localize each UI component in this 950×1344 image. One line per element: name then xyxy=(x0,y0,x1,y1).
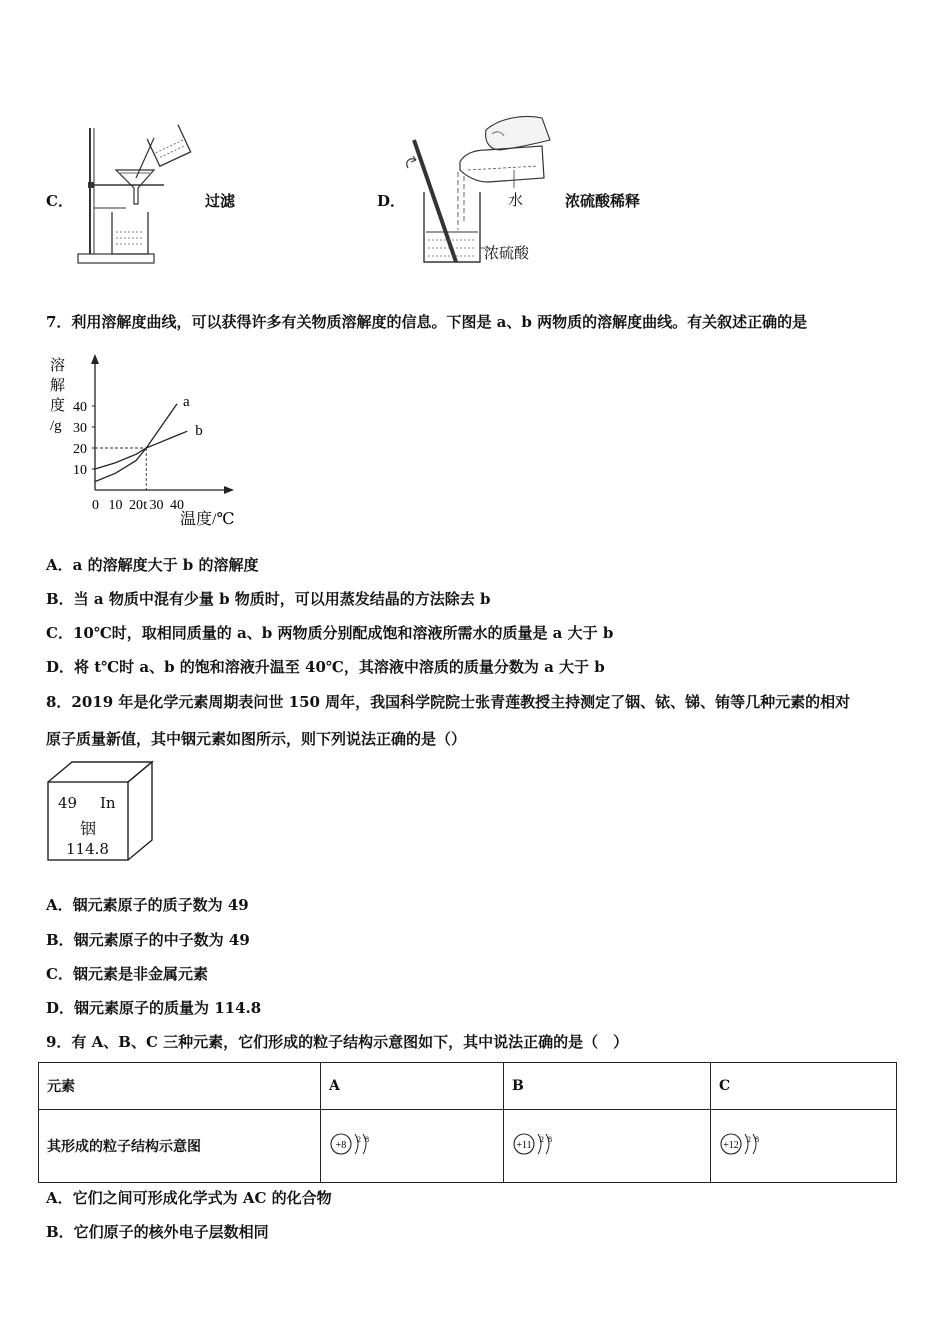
shell-electron-count: 8 xyxy=(755,1135,759,1144)
option-c-caption: 过滤 xyxy=(205,192,236,210)
filtration-apparatus-figure xyxy=(76,120,196,266)
series-line-a xyxy=(95,404,177,482)
water-label: 水 xyxy=(508,191,524,209)
diagram-cell-c xyxy=(711,1110,897,1183)
nucleus-charge: +12 xyxy=(723,1140,739,1151)
element-name: 铟 xyxy=(80,819,97,838)
y-axis-title-char: 度 xyxy=(50,398,66,414)
x-tick-label: 20 xyxy=(129,498,143,513)
element-atomic-number: 49 xyxy=(58,794,78,812)
q7-stem: 7．利用溶解度曲线，可以获得许多有关物质溶解度的信息。下图是 a、b 两物质的溶解度曲线。有关叙述正确的是 xyxy=(46,313,808,331)
q8-option-d[interactable]: D．铟元素原子的质量为 114.8 xyxy=(46,999,262,1017)
q7-option-d[interactable]: D．将 t℃时 a、b 的饱和溶液升温至 40℃，其溶液中溶质的质量分数为 a 大于 b xyxy=(46,658,605,676)
table-header-element: 元素 xyxy=(39,1063,321,1110)
table-header-c: C xyxy=(711,1063,897,1110)
x-axis-title: 温度/℃ xyxy=(180,511,235,528)
y-tick-label: 10 xyxy=(73,463,87,478)
shell-electron-count: 2 xyxy=(747,1135,751,1144)
option-c-label: C． xyxy=(46,192,73,210)
x-tick-label: 30 xyxy=(149,498,164,513)
shell-electron-count: 8 xyxy=(365,1135,369,1144)
y-tick-label: 30 xyxy=(73,421,87,436)
table-header-b: B xyxy=(504,1063,711,1110)
x-tick-label: 40 xyxy=(170,498,184,513)
x-axis-arrow xyxy=(224,486,234,494)
shell-electron-count: 2 xyxy=(357,1135,361,1144)
acid-label: 浓硫酸 xyxy=(484,244,530,262)
element-mass: 114.8 xyxy=(66,840,109,858)
q7-option-a[interactable]: A．a 的溶解度大于 b 的溶解度 xyxy=(46,556,259,574)
series-label-a: a xyxy=(183,393,190,410)
diagram-cell-a xyxy=(321,1110,504,1183)
q9-stem: 9．有 A、B、C 三种元素，它们形成的粒子结构示意图如下，其中说法正确的是（ ） xyxy=(46,1033,629,1051)
q8-stem-line2: 原子质量新值，其中铟元素如图所示，则下列说法正确的是（） xyxy=(46,730,467,748)
q8-option-b[interactable]: B．铟元素原子的中子数为 49 xyxy=(46,931,250,949)
q8-option-a[interactable]: A．铟元素原子的质子数为 49 xyxy=(46,896,249,914)
q9-option-a[interactable]: A．它们之间可形成化学式为 AC 的化合物 xyxy=(46,1189,332,1207)
nucleus-charge: +8 xyxy=(335,1140,347,1151)
acid-dilution-figure xyxy=(404,110,554,268)
x-tick-label: t xyxy=(143,498,148,513)
q8-stem-line1: 8．2019 年是化学元素周期表问世 150 周年，我国科学院院士张青莲教授主持测定了铟、铱、锑、铕等几种元素的相对 xyxy=(46,693,851,711)
solubility-chart xyxy=(44,350,254,532)
element-card-indium xyxy=(46,760,156,864)
q8-option-c[interactable]: C．铟元素是非金属元素 xyxy=(46,965,208,983)
series-label-b: b xyxy=(195,423,203,440)
diagram-cell-b xyxy=(504,1110,711,1183)
x-tick-label: 10 xyxy=(108,498,123,513)
y-tick-label: 20 xyxy=(73,442,87,457)
nucleus-charge: +11 xyxy=(516,1140,532,1151)
q7-option-c[interactable]: C．10℃时，取相同质量的 a、b 两物质分别配成饱和溶液所需水的质量是 a 大于 b xyxy=(46,624,614,642)
y-axis-title-char: 溶 xyxy=(50,358,66,374)
y-axis-arrow xyxy=(91,354,99,364)
q9-table xyxy=(38,1062,897,1183)
q9-option-b[interactable]: B．它们原子的核外电子层数相同 xyxy=(46,1223,269,1241)
q7-option-b[interactable]: B．当 a 物质中混有少量 b 物质时，可以用蒸发结晶的方法除去 b xyxy=(46,590,491,608)
y-tick-label: 40 xyxy=(73,400,87,415)
table-row-label: 其形成的粒子结构示意图 xyxy=(39,1110,321,1183)
y-axis-title-char: 解 xyxy=(50,378,66,394)
option-d-label: D． xyxy=(377,192,406,210)
shell-electron-count: 8 xyxy=(548,1135,552,1144)
option-d-caption: 浓硫酸稀释 xyxy=(565,192,641,210)
shell-electron-count: 2 xyxy=(540,1135,544,1144)
table-header-a: A xyxy=(321,1063,504,1110)
y-axis-title-char: /g xyxy=(50,418,62,434)
series-line-b xyxy=(95,431,187,469)
x-tick-label: 0 xyxy=(92,498,99,513)
element-symbol: In xyxy=(100,794,116,812)
